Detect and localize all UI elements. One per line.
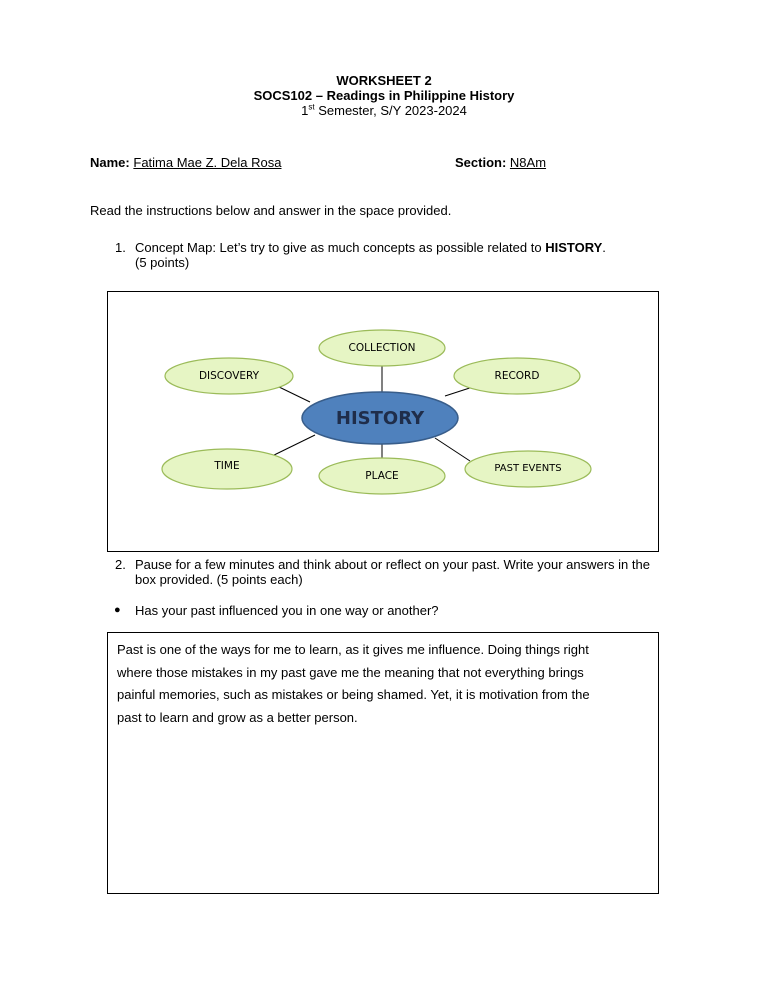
section-field	[455, 155, 546, 170]
node-place-label: PLACE	[365, 470, 399, 482]
semester-number: 1	[301, 103, 309, 118]
node-past-events-label: PAST EVENTS	[494, 463, 562, 474]
item2-number: 2.	[115, 557, 126, 572]
answer-line: painful memories, such as mistakes or being shamed. Yet, it is motivation from the	[117, 687, 590, 702]
node-discovery	[165, 358, 293, 394]
answer-line: where those mistakes in my past gave me the meaning that not everything brings	[117, 664, 584, 680]
item1-text-bold: HISTORY	[545, 240, 603, 255]
item1-text-after: .	[602, 240, 606, 255]
item1-points: (5 points)	[135, 255, 190, 270]
connector-past-events	[435, 438, 470, 461]
node-record-label: RECORD	[494, 370, 540, 382]
item2-line2: box provided. (5 points each)	[135, 572, 303, 587]
item1-text-before: Concept Map: Let’s try to give as much concepts as possible related to	[135, 240, 546, 255]
semester-rest: Semester, S/Y 2023-2024	[314, 103, 467, 118]
section-value: N8Am	[509, 155, 547, 170]
node-history-label: HISTORY	[335, 408, 425, 429]
question-text: Has your past influenced you in one way or another?	[135, 603, 439, 618]
item1-text	[135, 240, 606, 255]
instructions: Read the instructions below and answer in the space provided.	[90, 203, 452, 218]
item1-number: 1.	[115, 240, 126, 255]
node-collection-label: COLLECTION	[348, 342, 416, 354]
name-label: Name:	[90, 155, 130, 170]
name-field	[90, 155, 281, 170]
answer-line: past to learn and grow as a better person.	[117, 709, 358, 725]
worksheet-title: WORKSHEET 2	[336, 73, 432, 88]
node-discovery-label: DISCOVERY	[198, 370, 260, 382]
node-collection	[319, 330, 445, 366]
name-value: Fatima Mae Z. Dela Rosa	[133, 155, 282, 170]
semester-line	[0, 103, 768, 118]
section-label: Section:	[455, 155, 507, 170]
answer-text	[117, 639, 647, 729]
node-past-events	[465, 451, 591, 487]
item2-line1: Pause for a few minutes and think about or reflect on your past. Write your answers in the	[135, 557, 650, 572]
node-place	[319, 458, 445, 494]
connector-time	[268, 435, 315, 458]
concept-map	[107, 291, 659, 552]
answer-line: Past is one of the ways for me to learn, as it gives me influence. Doing things right	[117, 642, 589, 657]
node-history	[302, 392, 458, 444]
connector-discovery	[277, 386, 310, 402]
node-record	[454, 358, 580, 394]
node-time-label: TIME	[214, 460, 240, 472]
question-bullet: ●	[114, 604, 121, 616]
semester-ordinal: st	[308, 102, 315, 112]
node-time	[162, 449, 292, 489]
course-title: SOCS102 – Readings in Philippine History	[253, 88, 515, 103]
